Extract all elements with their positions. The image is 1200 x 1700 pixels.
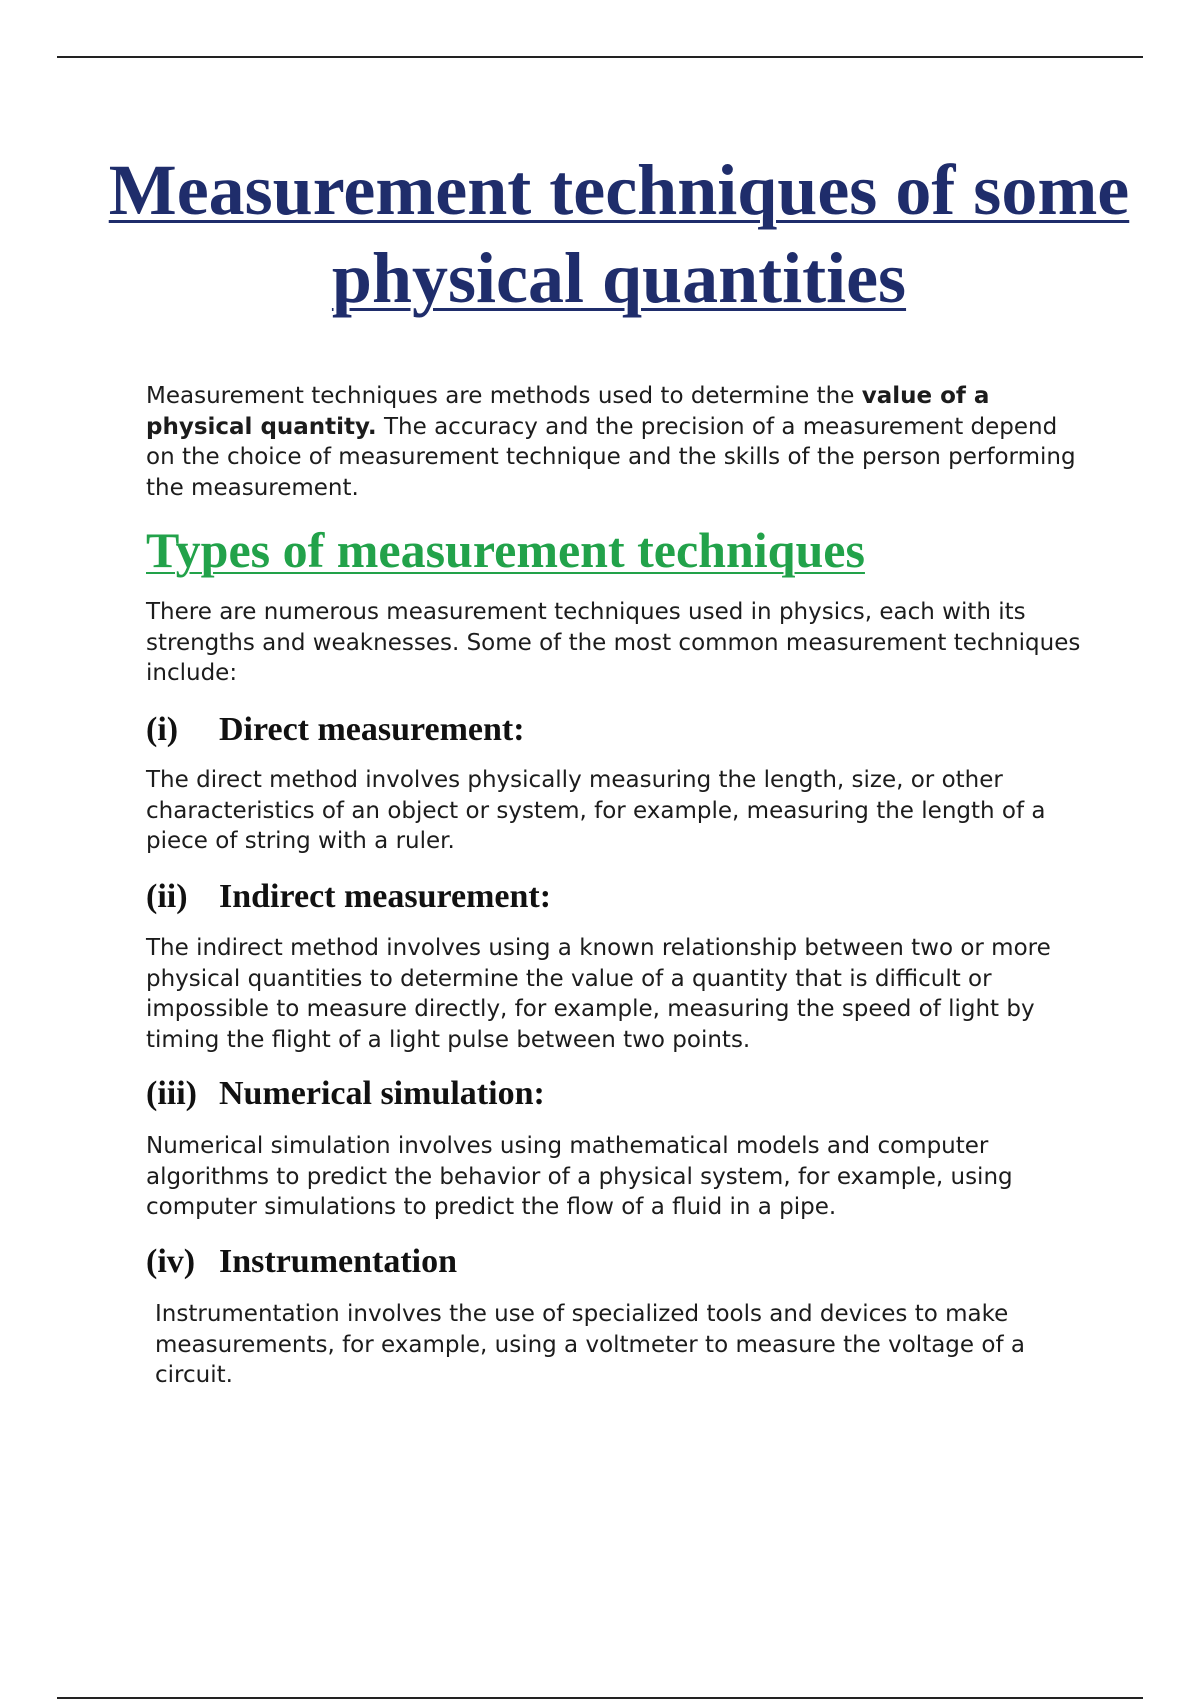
technique-title: Direct measurement: [219, 711, 525, 748]
technique-number: (iii) [146, 1075, 197, 1112]
intro-text-continued: The accuracy and the precision of a measurement depend on the choice of measurement technique and the skills of the person performing the measurement. [146, 413, 1076, 501]
section-paragraph: There are numerous measurement techniques used in physics, each with its strengths and weaknesses. Some of the most common measurement techniques include: [146, 599, 1081, 686]
technique-number: (i) [146, 711, 179, 748]
intro-bold-text: value of a physical quantity. [146, 383, 990, 440]
technique-heading-instrumentation [146, 1241, 457, 1283]
intro-text: Measurement techniques are methods used to determine the [146, 383, 862, 409]
technique-title: Numerical simulation: [219, 1075, 545, 1112]
technique-text-direct: The direct method involves physically measuring the length, size, or other characteristics of an object or system, for example, measuring the length of a piece of string with a ruler. [146, 767, 1046, 854]
bottom-rule [57, 1697, 1143, 1699]
technique-heading-direct [146, 709, 525, 751]
technique-number: (ii) [146, 878, 188, 915]
technique-heading-indirect [146, 876, 551, 918]
section-heading: Types of measurement techniques [146, 522, 865, 578]
technique-heading-simulation [146, 1073, 545, 1115]
technique-title: Indirect measurement: [219, 878, 552, 915]
technique-text-indirect: The indirect method involves using a known relationship between two or more physical quantities to determine the value of a quantity that is difficult or impossible to measure directly, for example, measuring the speed of light by timing the flight of a light pulse between two points. [146, 935, 1051, 1053]
top-rule [57, 56, 1143, 58]
technique-text-instrumentation: Instrumentation involves the use of specialized tools and devices to make measurements, for example, using a voltmeter to measure the voltage of a circuit. [155, 1301, 1025, 1388]
technique-number: (iv) [146, 1243, 196, 1280]
technique-title: Instrumentation [219, 1243, 458, 1280]
document-title: Measurement techniques of some physical quantities [108, 150, 1130, 318]
intro-paragraph [146, 381, 1086, 503]
technique-text-simulation: Numerical simulation involves using mathematical models and computer algorithms to predict the behavior of a physical system, for example, using computer simulations to predict the flow of a fluid in a pipe. [146, 1133, 1013, 1220]
